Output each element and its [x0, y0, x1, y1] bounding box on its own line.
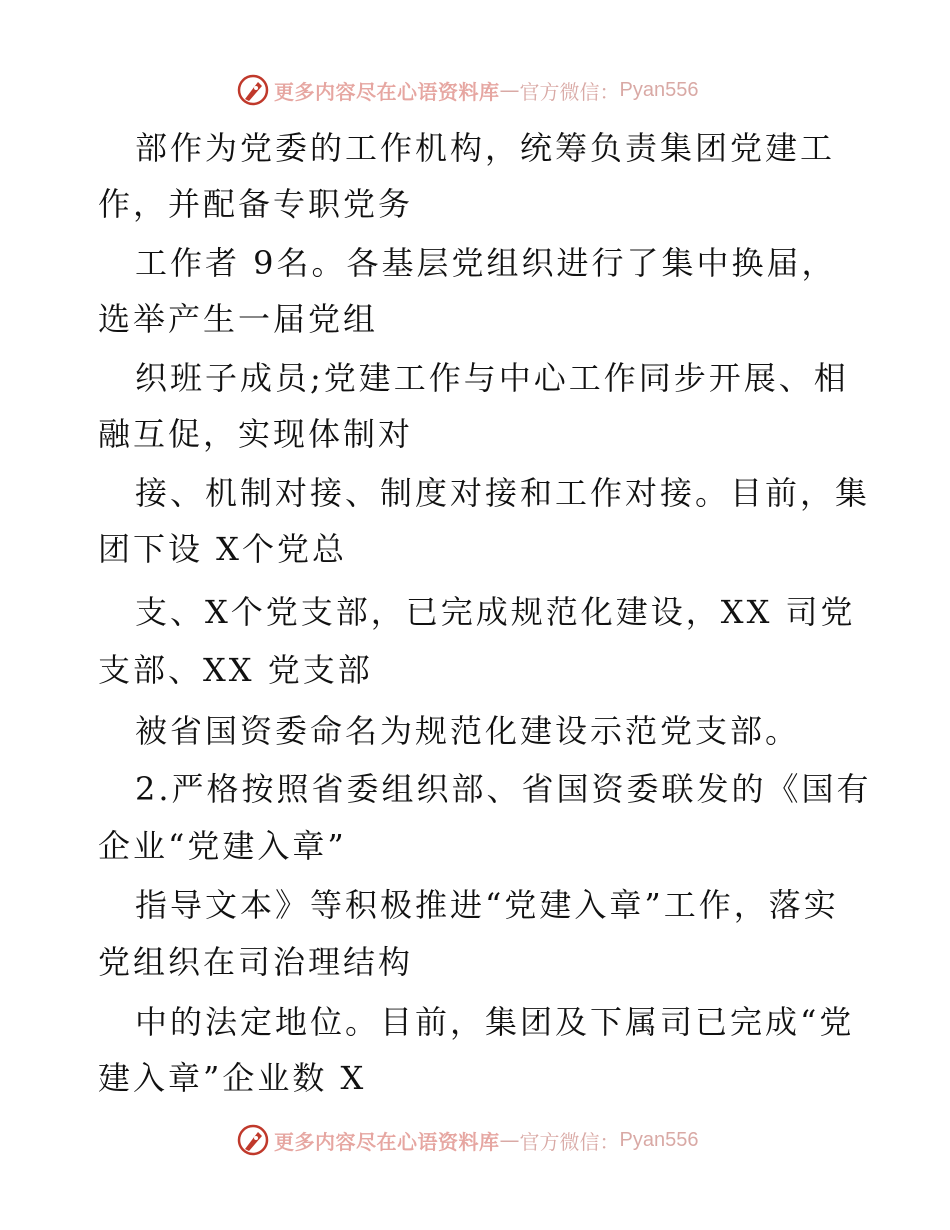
- watermark-wechat-id: Pyan556: [619, 78, 699, 101]
- watermark-label: 官方微信：: [519, 1129, 620, 1154]
- watermark-label: 官方微信：: [519, 79, 620, 104]
- watermark-wechat-id: Pyan556: [619, 1128, 699, 1151]
- text-line: 工作者 9名。各基层党组织进行了集中换届，: [135, 244, 837, 282]
- footer-watermark: [236, 1122, 716, 1158]
- pen-nib-circle-icon: [236, 1123, 270, 1157]
- text-line: 指导文本》等积极推进“党建入章”工作，落实: [135, 886, 839, 924]
- watermark-separator: —: [499, 78, 520, 102]
- text-line: 被省国资委命名为规范化建设示范党支部。: [135, 712, 801, 750]
- text-line: 作，并配备专职党务: [98, 185, 414, 223]
- text-line: 2.严格按照省委组织部、省国资委联发的《国有: [135, 770, 872, 808]
- text-line: 织班子成员;党建工作与中心工作同步开展、相: [135, 359, 849, 397]
- header-watermark: [236, 72, 716, 108]
- text-line: 融互促，实现体制对: [98, 415, 414, 453]
- text-line: 支部、XX 党支部: [98, 651, 373, 689]
- watermark-separator: —: [499, 1128, 520, 1152]
- text-line: 企业“党建入章”: [98, 827, 347, 865]
- text-line: 中的法定地位。目前，集团及下属司已完成“党: [135, 1003, 855, 1041]
- text-line: 建入章”企业数 X: [98, 1059, 367, 1097]
- text-line: 选举产生一届党组: [98, 300, 379, 338]
- watermark-main-text: 更多内容尽在心语资料库: [274, 79, 500, 104]
- text-line: 党组织在司治理结构: [98, 943, 414, 981]
- pen-nib-circle-icon: [236, 73, 270, 107]
- watermark-main-text: 更多内容尽在心语资料库: [274, 1129, 500, 1154]
- text-line: 部作为党委的工作机构，统筹负责集团党建工: [135, 129, 836, 167]
- text-line: 接、机制对接、制度对接和工作对接。目前，集: [135, 474, 871, 512]
- text-line: 团下设 X个党总: [98, 530, 347, 568]
- text-line: 支、X个党支部，已完成规范化建设，XX 司党: [135, 593, 856, 631]
